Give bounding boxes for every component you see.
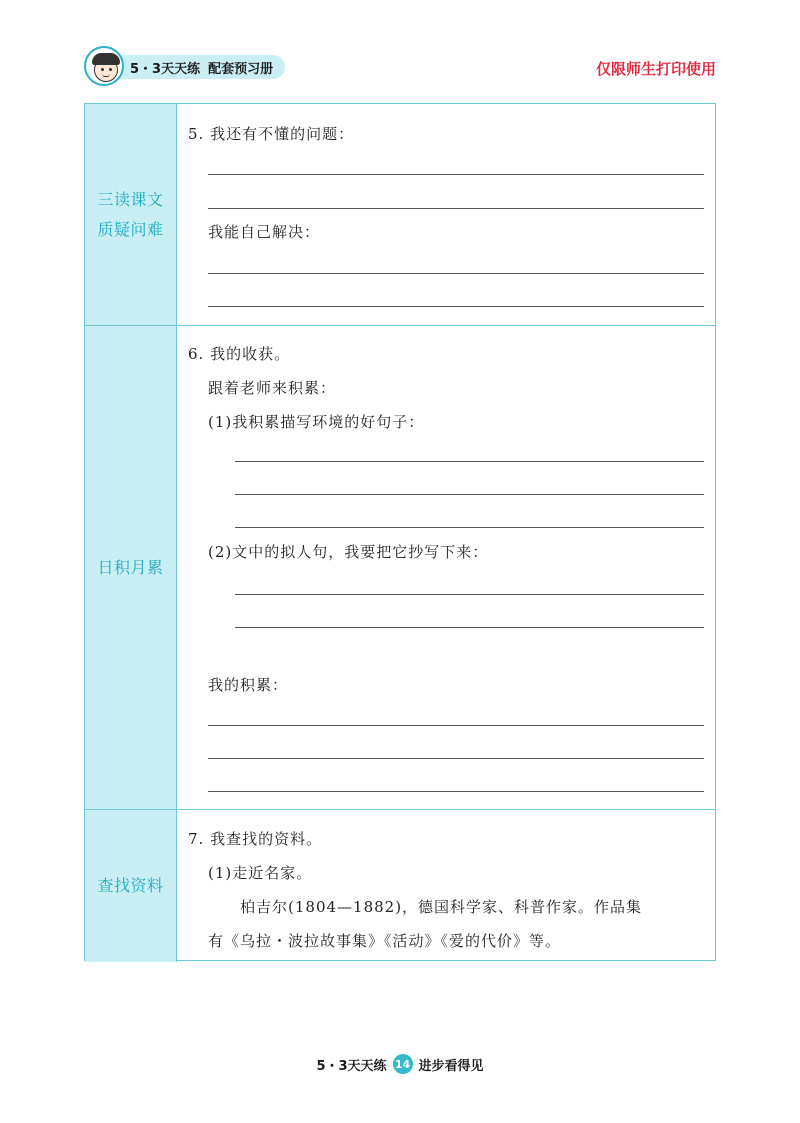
question-7-title: 7. 我查找的资料。 bbox=[188, 830, 323, 848]
page-header bbox=[84, 46, 724, 88]
answer-line[interactable] bbox=[235, 461, 704, 462]
my-accumulation-prompt: 我的积累： bbox=[208, 676, 289, 694]
section-label-questions bbox=[85, 104, 177, 325]
print-notice: 仅限师生打印使用 bbox=[595, 60, 716, 78]
section-questions bbox=[85, 104, 715, 326]
series-subtitle: 配套预习册 bbox=[208, 61, 274, 77]
question-5-solve: 我能自己解决： bbox=[208, 223, 321, 241]
answer-line[interactable] bbox=[235, 594, 704, 595]
series-brand: 5・3天天练 bbox=[130, 61, 201, 77]
follow-teacher-prompt: 跟着老师来积累： bbox=[208, 379, 337, 397]
section-accumulate bbox=[85, 326, 715, 810]
answer-line[interactable] bbox=[208, 273, 704, 274]
label-line-1: 三读课文 bbox=[97, 189, 164, 209]
section-research bbox=[85, 810, 715, 962]
answer-line[interactable] bbox=[208, 791, 704, 792]
answer-line[interactable] bbox=[235, 494, 704, 495]
section-label-accumulate bbox=[85, 326, 177, 809]
section-content-research bbox=[178, 810, 715, 962]
answer-line[interactable] bbox=[208, 174, 704, 175]
answer-line[interactable] bbox=[208, 306, 704, 307]
logo-hair bbox=[92, 53, 120, 65]
subquestion-1: (1)走近名家。 bbox=[208, 864, 313, 882]
series-title-badge bbox=[112, 55, 285, 79]
subquestion-1: (1)我积累描写环境的好句子： bbox=[208, 413, 425, 431]
section-label-research bbox=[85, 810, 177, 962]
answer-line[interactable] bbox=[208, 758, 704, 759]
section-content-questions bbox=[178, 104, 715, 325]
label-text: 日积月累 bbox=[97, 557, 164, 577]
logo-eye-left bbox=[101, 68, 104, 71]
label-line-2: 质疑问难 bbox=[97, 219, 164, 239]
section-content-accumulate bbox=[178, 326, 715, 809]
answer-line[interactable] bbox=[208, 725, 704, 726]
page-footer bbox=[0, 1053, 800, 1075]
subquestion-2: (2)文中的拟人句，我要把它抄写下来： bbox=[208, 543, 489, 561]
answer-line[interactable] bbox=[235, 627, 704, 628]
question-5-title: 5. 我还有不懂的问题： bbox=[188, 125, 355, 143]
author-paragraph-line-1: 柏吉尔(1804—1882)，德国科学家、科普作家。作品集 bbox=[240, 898, 643, 916]
footer-brand: 5・3天天练 bbox=[316, 1058, 387, 1074]
answer-line[interactable] bbox=[235, 527, 704, 528]
logo-eye-right bbox=[109, 68, 112, 71]
question-6-title: 6. 我的收获。 bbox=[188, 345, 291, 363]
page-number: 14 bbox=[393, 1054, 413, 1074]
answer-line[interactable] bbox=[208, 208, 704, 209]
label-text: 查找资料 bbox=[97, 876, 164, 895]
cartoon-boy-logo-icon bbox=[84, 46, 124, 86]
author-paragraph-line-2: 有《乌拉・波拉故事集》《活动》《爱的代价》等。 bbox=[208, 932, 562, 950]
footer-slogan: 进步看得见 bbox=[418, 1058, 484, 1074]
worksheet-table bbox=[84, 103, 716, 961]
